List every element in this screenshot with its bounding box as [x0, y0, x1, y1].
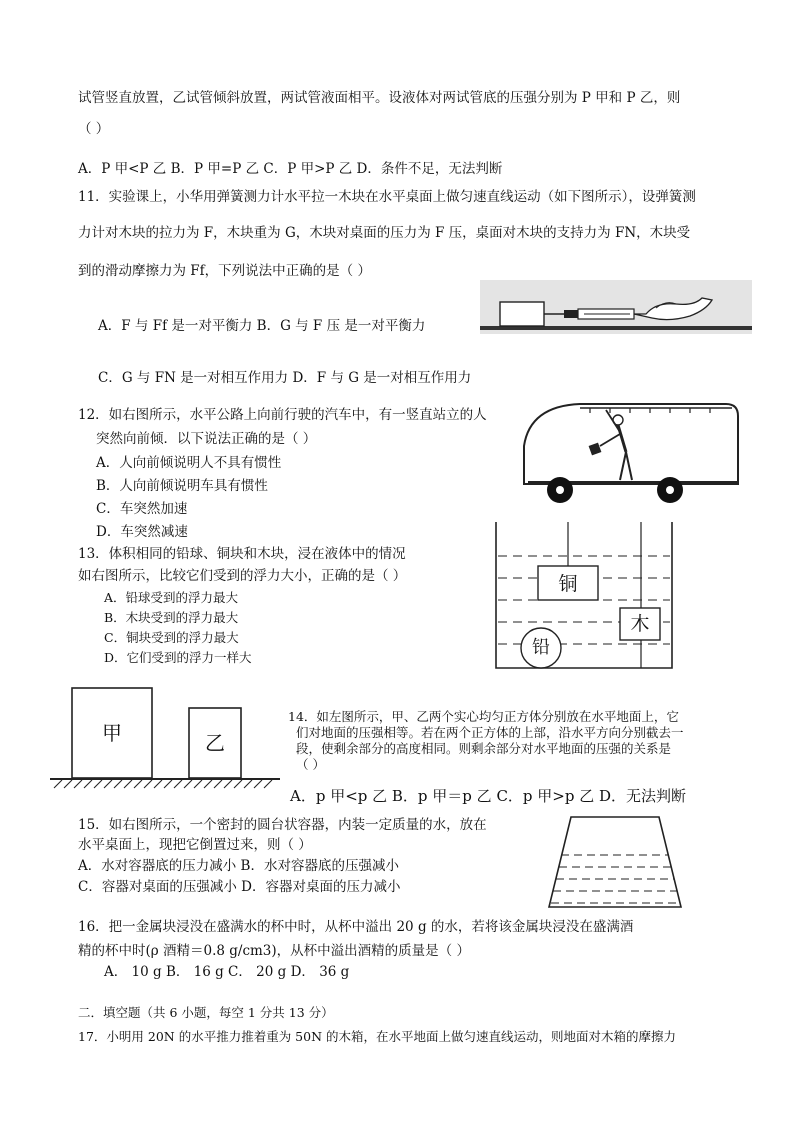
q10-answer-paren: （ ）	[78, 121, 110, 137]
q10-options: A．P 甲<P 乙 B．P 甲=P 乙 C．P 甲>P 乙 D．条件不足，无法判断	[78, 161, 503, 177]
q16-line2: 精的杯中时(ρ 酒精＝0.8 g/cm3)，从杯中溢出酒精的质量是（ ）	[78, 943, 470, 959]
q13-option-c: C．铜块受到的浮力最大	[104, 630, 239, 645]
q16-line1: 16．把一金属块浸没在盛满水的杯中时，从杯中溢出 20 g 的水，若将该金属块浸没在盛满酒	[78, 919, 634, 935]
q13-line1: 13．体积相同的铅球、铜块和木块，浸在液体中的情况	[78, 546, 406, 562]
q12-line1: 12．如右图所示，水平公路上向前行驶的汽车中，有一竖直站立的人	[78, 407, 487, 423]
q11-options-cd: C．G 与 FN 是一对相互作用力 D．F 与 G 是一对相互作用力	[98, 370, 472, 386]
q11-options-ab: A．F 与 Ff 是一对平衡力 B．G 与 F 压 是一对平衡力	[98, 318, 426, 334]
q11-spring-scale-figure	[480, 280, 752, 334]
q15-options-cd: C．容器对桌面的压强减小 D．容器对桌面的压力减小	[78, 879, 401, 895]
q12-option-c: C．车突然加速	[96, 501, 188, 517]
wood-block-label: 木	[630, 613, 650, 635]
q14-options: A．p 甲<p 乙 B．p 甲＝p 乙 C．p 甲>p 乙 D．无法判断	[290, 787, 687, 805]
q14-line3: 段，使剩余部分的高度相同。则剩余部分对水平地面的压强的关系是	[296, 741, 672, 756]
q14-line1: 14．如左图所示，甲、乙两个实心均匀正方体分别放在水平地面上，它	[288, 709, 679, 724]
q13-option-b: B．木块受到的浮力最大	[104, 610, 239, 625]
q14-line4: （ ）	[296, 757, 325, 772]
q11-line3: 到的滑动摩擦力为 Ff，下列说法中正确的是（ ）	[78, 263, 371, 279]
q15-line1: 15．如右图所示，一个密封的圆台状容器，内装一定质量的水，放在	[78, 817, 487, 833]
q13-option-d: D．它们受到的浮力一样大	[104, 650, 252, 665]
q12-line2: 突然向前倾．以下说法正确的是（ ）	[96, 431, 317, 447]
q14-cubes-figure	[50, 684, 280, 794]
q12-option-d: D．车突然减速	[96, 524, 188, 540]
q14-line2: 们对地面的压强相等。若在两个正方体的上部，沿水平方向分别截去一	[296, 725, 684, 740]
q11-line1: 11．实验课上，小华用弹簧测力计水平拉一木块在水平桌面上做匀速直线运动（如下图所示），设弹簧测	[78, 189, 696, 205]
q15-frustum-figure	[545, 815, 685, 911]
q12-bus-figure	[520, 398, 746, 506]
q13-line2: 如右图所示，比较它们受到的浮力大小，正确的是（ ）	[78, 568, 407, 584]
q16-options: A． 10 g B． 16 g C． 20 g D． 36 g	[104, 964, 350, 980]
q17-line1: 17．小明用 20N 的水平推力推着重为 50N 的木箱，在水平地面上做匀速直线运动，则地面对木箱的摩擦力	[78, 1029, 676, 1044]
section-title: 二．填空题（共 6 小题，每空 1 分共 13 分）	[78, 1005, 334, 1020]
lead-ball-label: 铅	[532, 637, 550, 658]
cube-yi-label: 乙	[205, 731, 225, 755]
q12-option-a: A．人向前倾说明人不具有惯性	[96, 455, 282, 471]
q13-option-a: A．铅球受到的浮力最大	[104, 590, 239, 605]
q11-line2: 力计对木块的拉力为 F，木块重为 G，木块对桌面的压力为 F 压，桌面对木块的支持力为 FN，木块受	[78, 225, 691, 241]
copper-block-label: 铜	[558, 573, 578, 595]
q10-line1: 试管竖直放置，乙试管倾斜放置，两试管液面相平。设液体对两试管底的压强分别为 P 甲和 P 乙，则	[78, 90, 681, 106]
q13-liquid-figure	[494, 522, 676, 672]
cube-jia-label: 甲	[102, 721, 122, 745]
q15-line2: 水平桌面上，现把它倒置过来，则（ ）	[78, 837, 312, 853]
q15-options-ab: A．水对容器底的压力减小 B．水对容器底的压强减小	[78, 858, 399, 874]
q12-option-b: B．人向前倾说明车具有惯性	[96, 478, 268, 494]
